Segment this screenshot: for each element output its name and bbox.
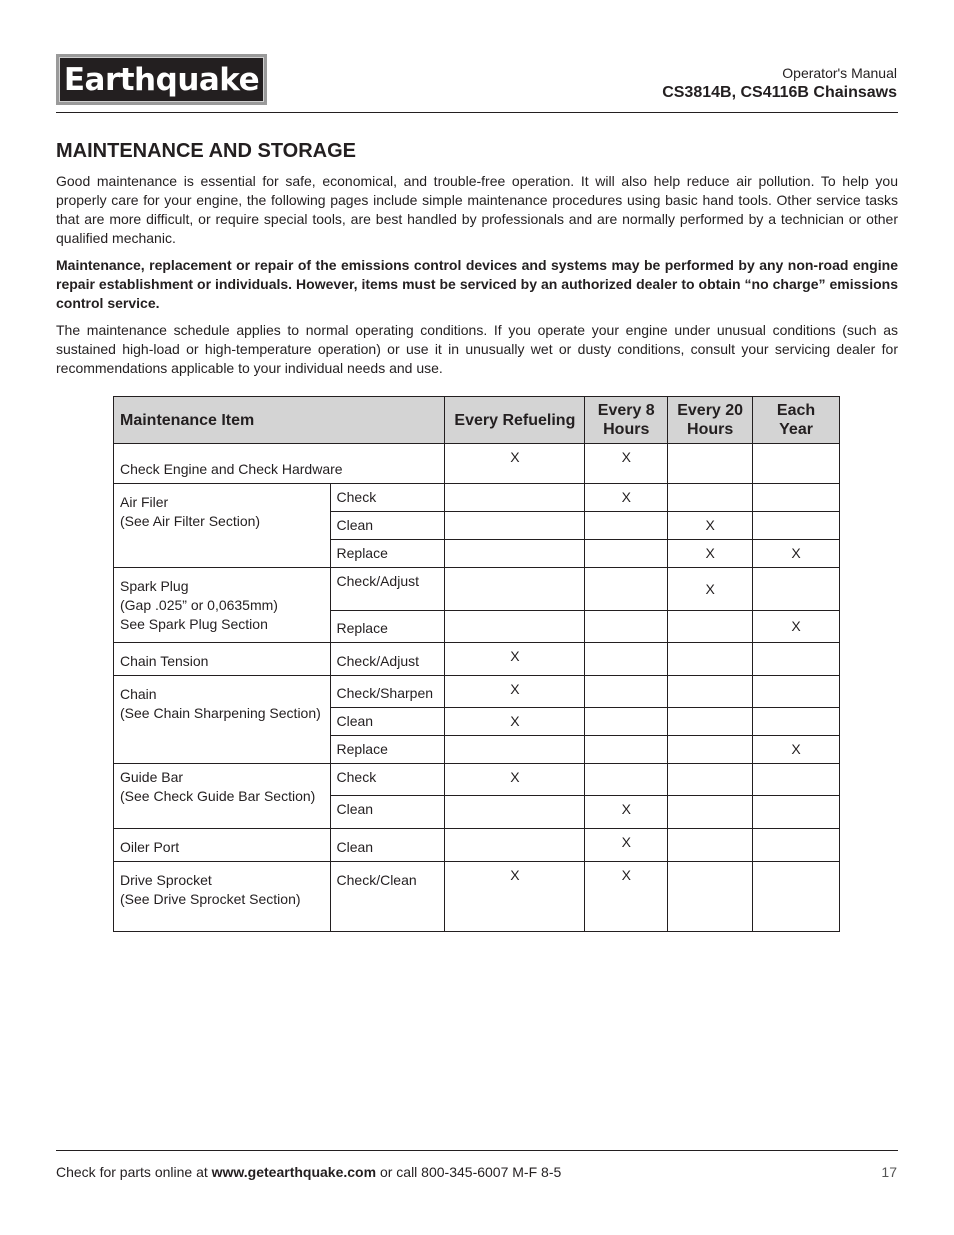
item-name: Guide Bar bbox=[120, 769, 184, 785]
empty-cell bbox=[753, 643, 840, 676]
empty-cell bbox=[585, 611, 668, 643]
brand-logo bbox=[56, 54, 267, 105]
empty-cell bbox=[445, 736, 585, 764]
footer-text bbox=[56, 1163, 561, 1182]
task-cell: Clean bbox=[330, 796, 445, 829]
empty-cell bbox=[585, 643, 668, 676]
mark-cell: X bbox=[585, 796, 668, 829]
manual-label: Operator's Manual bbox=[782, 65, 897, 81]
emissions-paragraph: Maintenance, replacement or repair of the emissions control devices and systems may be performed by any non-road engine repair establishment or individuals. However, items must be serviced by an authorized dealer to obtain “no charge” emissions control service. bbox=[56, 257, 898, 311]
item-name: Chain bbox=[120, 686, 157, 702]
mark-cell: X bbox=[668, 540, 753, 568]
item-cell bbox=[114, 484, 331, 568]
mark-cell: X bbox=[753, 540, 840, 568]
mark-cell: X bbox=[668, 568, 753, 611]
mark-cell: X bbox=[753, 611, 840, 643]
table-row bbox=[114, 444, 840, 484]
mark-cell: X bbox=[445, 708, 585, 736]
empty-cell bbox=[668, 484, 753, 512]
task-cell: Check/Adjust bbox=[330, 643, 445, 676]
empty-cell bbox=[668, 764, 753, 796]
maintenance-table bbox=[113, 396, 840, 932]
table-row bbox=[114, 484, 840, 512]
task-cell: Replace bbox=[330, 611, 445, 643]
item-name: Drive Sprocket bbox=[120, 872, 212, 888]
empty-cell bbox=[585, 568, 668, 611]
footer-suffix: or call 800-345-6007 M-F 8-5 bbox=[376, 1164, 562, 1180]
model-title: CS3814B, CS4116B Chainsaws bbox=[662, 84, 897, 101]
task-cell: Check bbox=[330, 764, 445, 796]
section-title: MAINTENANCE AND STORAGE bbox=[56, 140, 357, 162]
empty-cell bbox=[445, 611, 585, 643]
item-name: Air Filer bbox=[120, 494, 169, 510]
item-cell bbox=[114, 676, 331, 764]
mark-cell: X bbox=[445, 676, 585, 708]
footer-url-link[interactable]: www.getearthquake.com bbox=[211, 1164, 377, 1180]
mark-cell: X bbox=[445, 764, 585, 796]
empty-cell bbox=[668, 444, 753, 484]
empty-cell bbox=[753, 862, 840, 932]
task-cell: Replace bbox=[330, 736, 445, 764]
empty-cell bbox=[753, 568, 840, 611]
table-row bbox=[114, 643, 840, 676]
empty-cell bbox=[585, 676, 668, 708]
header-info bbox=[662, 64, 897, 104]
footer-divider bbox=[56, 1150, 898, 1151]
header-each-year: Each Year bbox=[753, 397, 840, 444]
empty-cell bbox=[585, 764, 668, 796]
table-row bbox=[114, 676, 840, 708]
item-cell: Chain Tension bbox=[114, 643, 331, 676]
schedule-paragraph: The maintenance schedule applies to normal operating conditions. If you operate your engine under unusual conditions (such as sustained high-load or high-temperature operation) or use it in unusually wet or dusty conditions, consult your servicing dealer for recommendations applicable to your individual needs and use. bbox=[56, 322, 898, 376]
empty-cell bbox=[668, 611, 753, 643]
item-note: (See Check Guide Bar Section) bbox=[120, 788, 316, 804]
mark-cell: X bbox=[753, 736, 840, 764]
table-row bbox=[114, 764, 840, 796]
table-row bbox=[114, 568, 840, 611]
task-cell: Check/Sharpen bbox=[330, 676, 445, 708]
item-cell bbox=[114, 862, 331, 932]
task-cell: Clean bbox=[330, 708, 445, 736]
table-row bbox=[114, 862, 840, 932]
item-cell bbox=[114, 764, 331, 829]
mark-cell: X bbox=[585, 484, 668, 512]
empty-cell bbox=[585, 736, 668, 764]
footer-prefix: Check for parts online at bbox=[56, 1164, 212, 1180]
empty-cell bbox=[445, 796, 585, 829]
section-content bbox=[56, 138, 898, 386]
item-note: See Spark Plug Section bbox=[120, 616, 268, 632]
mark-cell: X bbox=[585, 829, 668, 862]
empty-cell bbox=[585, 708, 668, 736]
task-cell: Replace bbox=[330, 540, 445, 568]
mark-cell: X bbox=[585, 444, 668, 484]
empty-cell bbox=[585, 540, 668, 568]
table-header-row bbox=[114, 397, 840, 444]
item-cell: Oiler Port bbox=[114, 829, 331, 862]
task-cell: Check/Adjust bbox=[330, 568, 445, 611]
task-cell: Check bbox=[330, 484, 445, 512]
empty-cell bbox=[668, 676, 753, 708]
mark-cell: X bbox=[445, 444, 585, 484]
empty-cell bbox=[445, 829, 585, 862]
item-note: (Gap .025” or 0,0635mm) bbox=[120, 597, 278, 613]
empty-cell bbox=[668, 643, 753, 676]
item-name: Spark Plug bbox=[120, 578, 189, 594]
empty-cell bbox=[753, 708, 840, 736]
mark-cell: X bbox=[585, 862, 668, 932]
item-cell bbox=[114, 568, 331, 643]
item-note: (See Chain Sharpening Section) bbox=[120, 705, 321, 721]
item-note: (See Drive Sprocket Section) bbox=[120, 891, 301, 907]
empty-cell bbox=[753, 444, 840, 484]
empty-cell bbox=[753, 676, 840, 708]
intro-paragraph: Good maintenance is essential for safe, economical, and trouble-free operation. It will also help reduce air pollution. To help you properly care for your engine, the following pages include simple maintenance procedures using basic hand tools. Other service tasks that are more difficult, or require special tools, are best handled by professionals and are normally performed by a technician or other qualified mechanic. bbox=[56, 173, 898, 246]
empty-cell bbox=[753, 512, 840, 540]
mark-cell: X bbox=[445, 643, 585, 676]
task-cell: Clean bbox=[330, 829, 445, 862]
empty-cell bbox=[753, 829, 840, 862]
header-every-8-hours: Every 8 Hours bbox=[585, 397, 668, 444]
mark-cell: X bbox=[668, 512, 753, 540]
item-cell: Check Engine and Check Hardware bbox=[114, 444, 445, 484]
header-maintenance-item: Maintenance Item bbox=[114, 397, 445, 444]
logo-text: Earthquake bbox=[59, 57, 264, 102]
header-divider bbox=[56, 112, 898, 113]
empty-cell bbox=[445, 484, 585, 512]
header-every-refueling: Every Refueling bbox=[445, 397, 585, 444]
empty-cell bbox=[445, 568, 585, 611]
empty-cell bbox=[445, 540, 585, 568]
table-row bbox=[114, 829, 840, 862]
task-cell: Clean bbox=[330, 512, 445, 540]
mark-cell: X bbox=[445, 862, 585, 932]
empty-cell bbox=[668, 708, 753, 736]
empty-cell bbox=[753, 764, 840, 796]
empty-cell bbox=[445, 512, 585, 540]
empty-cell bbox=[753, 796, 840, 829]
empty-cell bbox=[753, 484, 840, 512]
empty-cell bbox=[585, 512, 668, 540]
empty-cell bbox=[668, 796, 753, 829]
empty-cell bbox=[668, 862, 753, 932]
header-every-20-hours: Every 20 Hours bbox=[668, 397, 753, 444]
empty-cell bbox=[668, 829, 753, 862]
page-number: 17 bbox=[881, 1164, 897, 1180]
empty-cell bbox=[668, 736, 753, 764]
item-note: (See Air Filter Section) bbox=[120, 513, 261, 529]
task-cell: Check/Clean bbox=[330, 862, 445, 932]
